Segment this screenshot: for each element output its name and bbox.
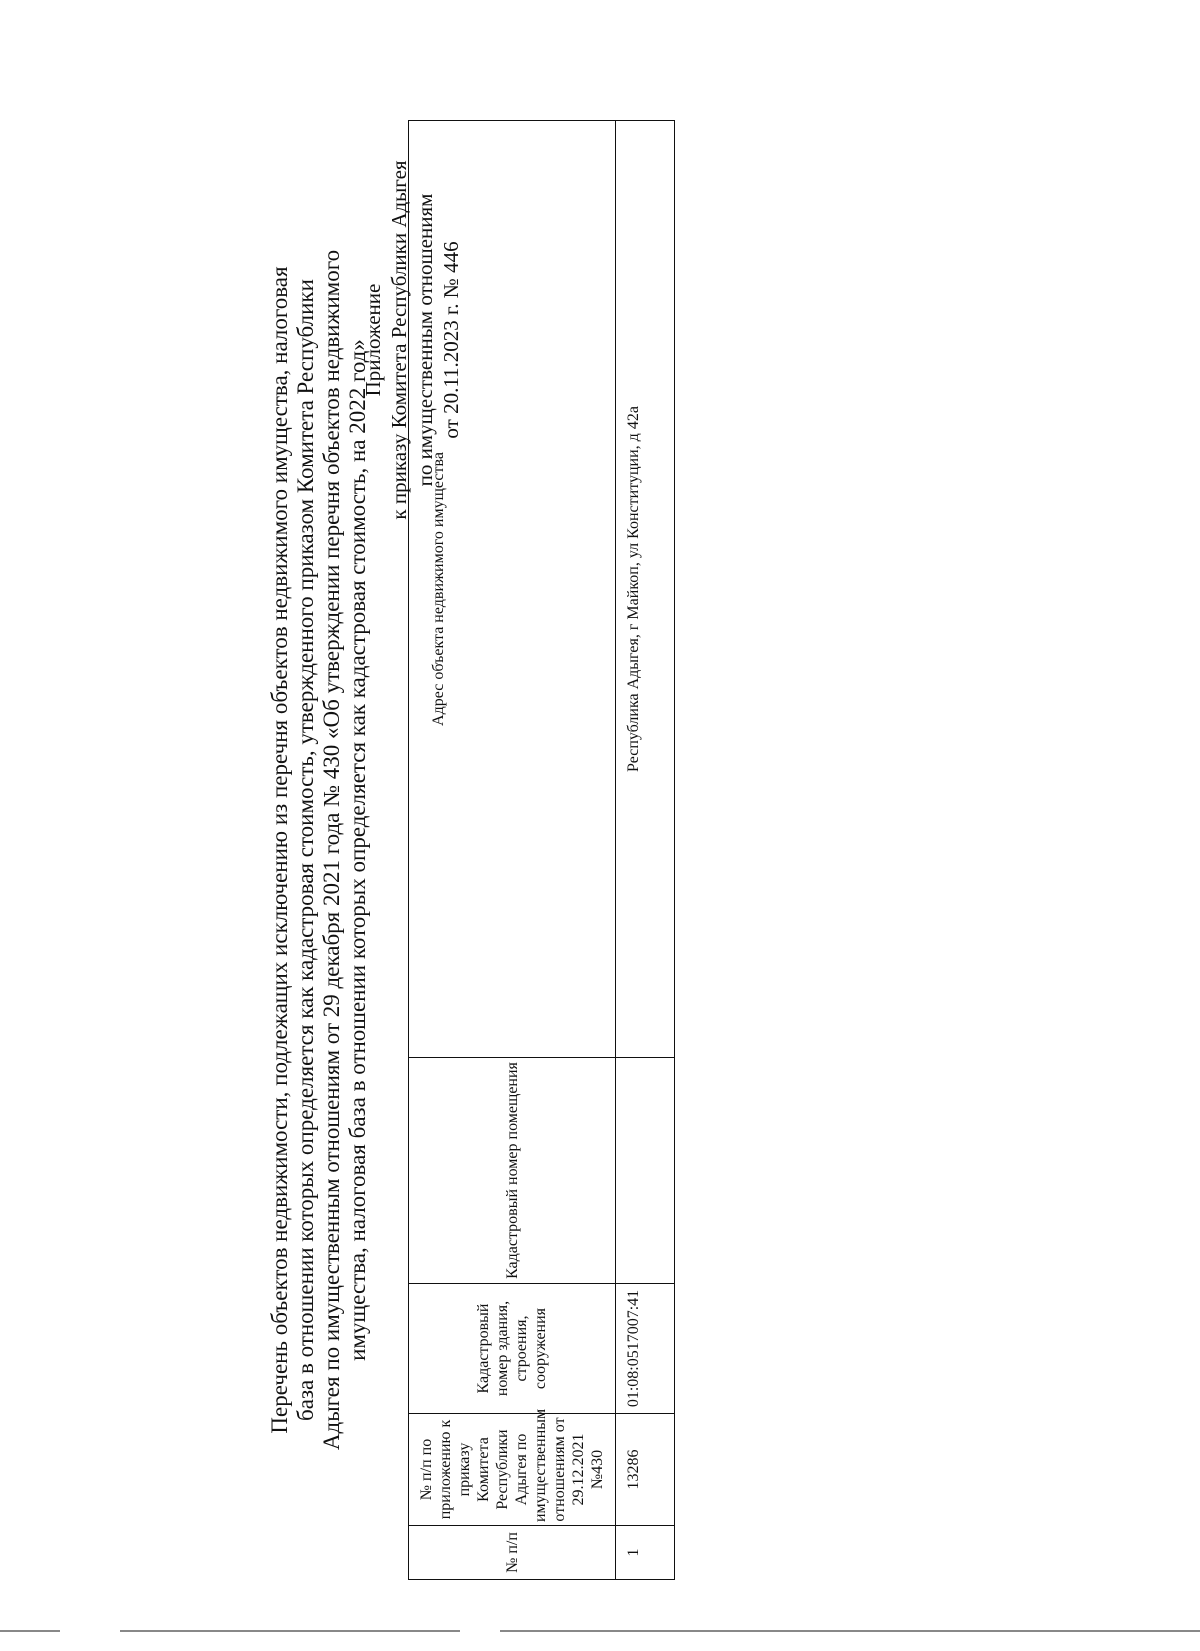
rotated-document bbox=[250, 120, 930, 1580]
title-line-4: имущества, налоговая база в отношении которых определяется как кадастровая стоимость, на 2022 год» bbox=[345, 339, 370, 1361]
appendix-line-4: от 20.11.2023 г. № 446 bbox=[439, 241, 463, 439]
header-num: № п/п bbox=[409, 1526, 616, 1580]
title-line-2: база в отношении которых определяется как кадастровая стоимость, утвержденного приказом Комитета Республики bbox=[293, 279, 318, 1421]
appendix-line-3: по имущественным отношениям bbox=[413, 193, 437, 487]
cell-building-cadastral: 01:08:0517007:41 bbox=[616, 1284, 675, 1414]
scan-artifact bbox=[500, 1630, 1200, 1632]
table-header-row bbox=[409, 121, 616, 1580]
table-row bbox=[616, 121, 675, 1580]
cell-room-cadastral bbox=[616, 1058, 675, 1284]
header-room-cadastral: Кадастровый номер помещения bbox=[409, 1058, 616, 1284]
document-title bbox=[267, 120, 371, 1580]
cell-ref: 13286 bbox=[616, 1414, 675, 1526]
cell-num: 1 bbox=[616, 1526, 675, 1580]
appendix-line-2: к приказу Комитета Республики Адыгея bbox=[387, 160, 411, 520]
scan-artifact bbox=[0, 1630, 60, 1632]
title-line-3: Адыгея по имущественным отношениям от 29 декабря 2021 года № 430 «Об утверждении перечня объектов недвижимого bbox=[319, 249, 344, 1451]
header-building-cadastral: Кадастровый номер здания, строения, сооружения bbox=[409, 1284, 616, 1414]
property-table bbox=[408, 120, 675, 1580]
scan-artifact bbox=[120, 1630, 460, 1632]
header-address: Адрес объекта недвижимого имущества bbox=[409, 121, 616, 1058]
cell-address: Республика Адыгея, г Майкоп, ул Конституции, д 42а bbox=[616, 121, 675, 1058]
title-line-1: Перечень объектов недвижимости, подлежащих исключению из перечня объектов недвижимого имущества, налоговая bbox=[267, 266, 292, 1434]
appendix-line-1: Приложение bbox=[361, 283, 385, 397]
header-ref: № п/п по приложению к приказу Комитета Республики Адыгея по имущественным отношениям от 29.12.2021 №430 bbox=[409, 1414, 616, 1526]
